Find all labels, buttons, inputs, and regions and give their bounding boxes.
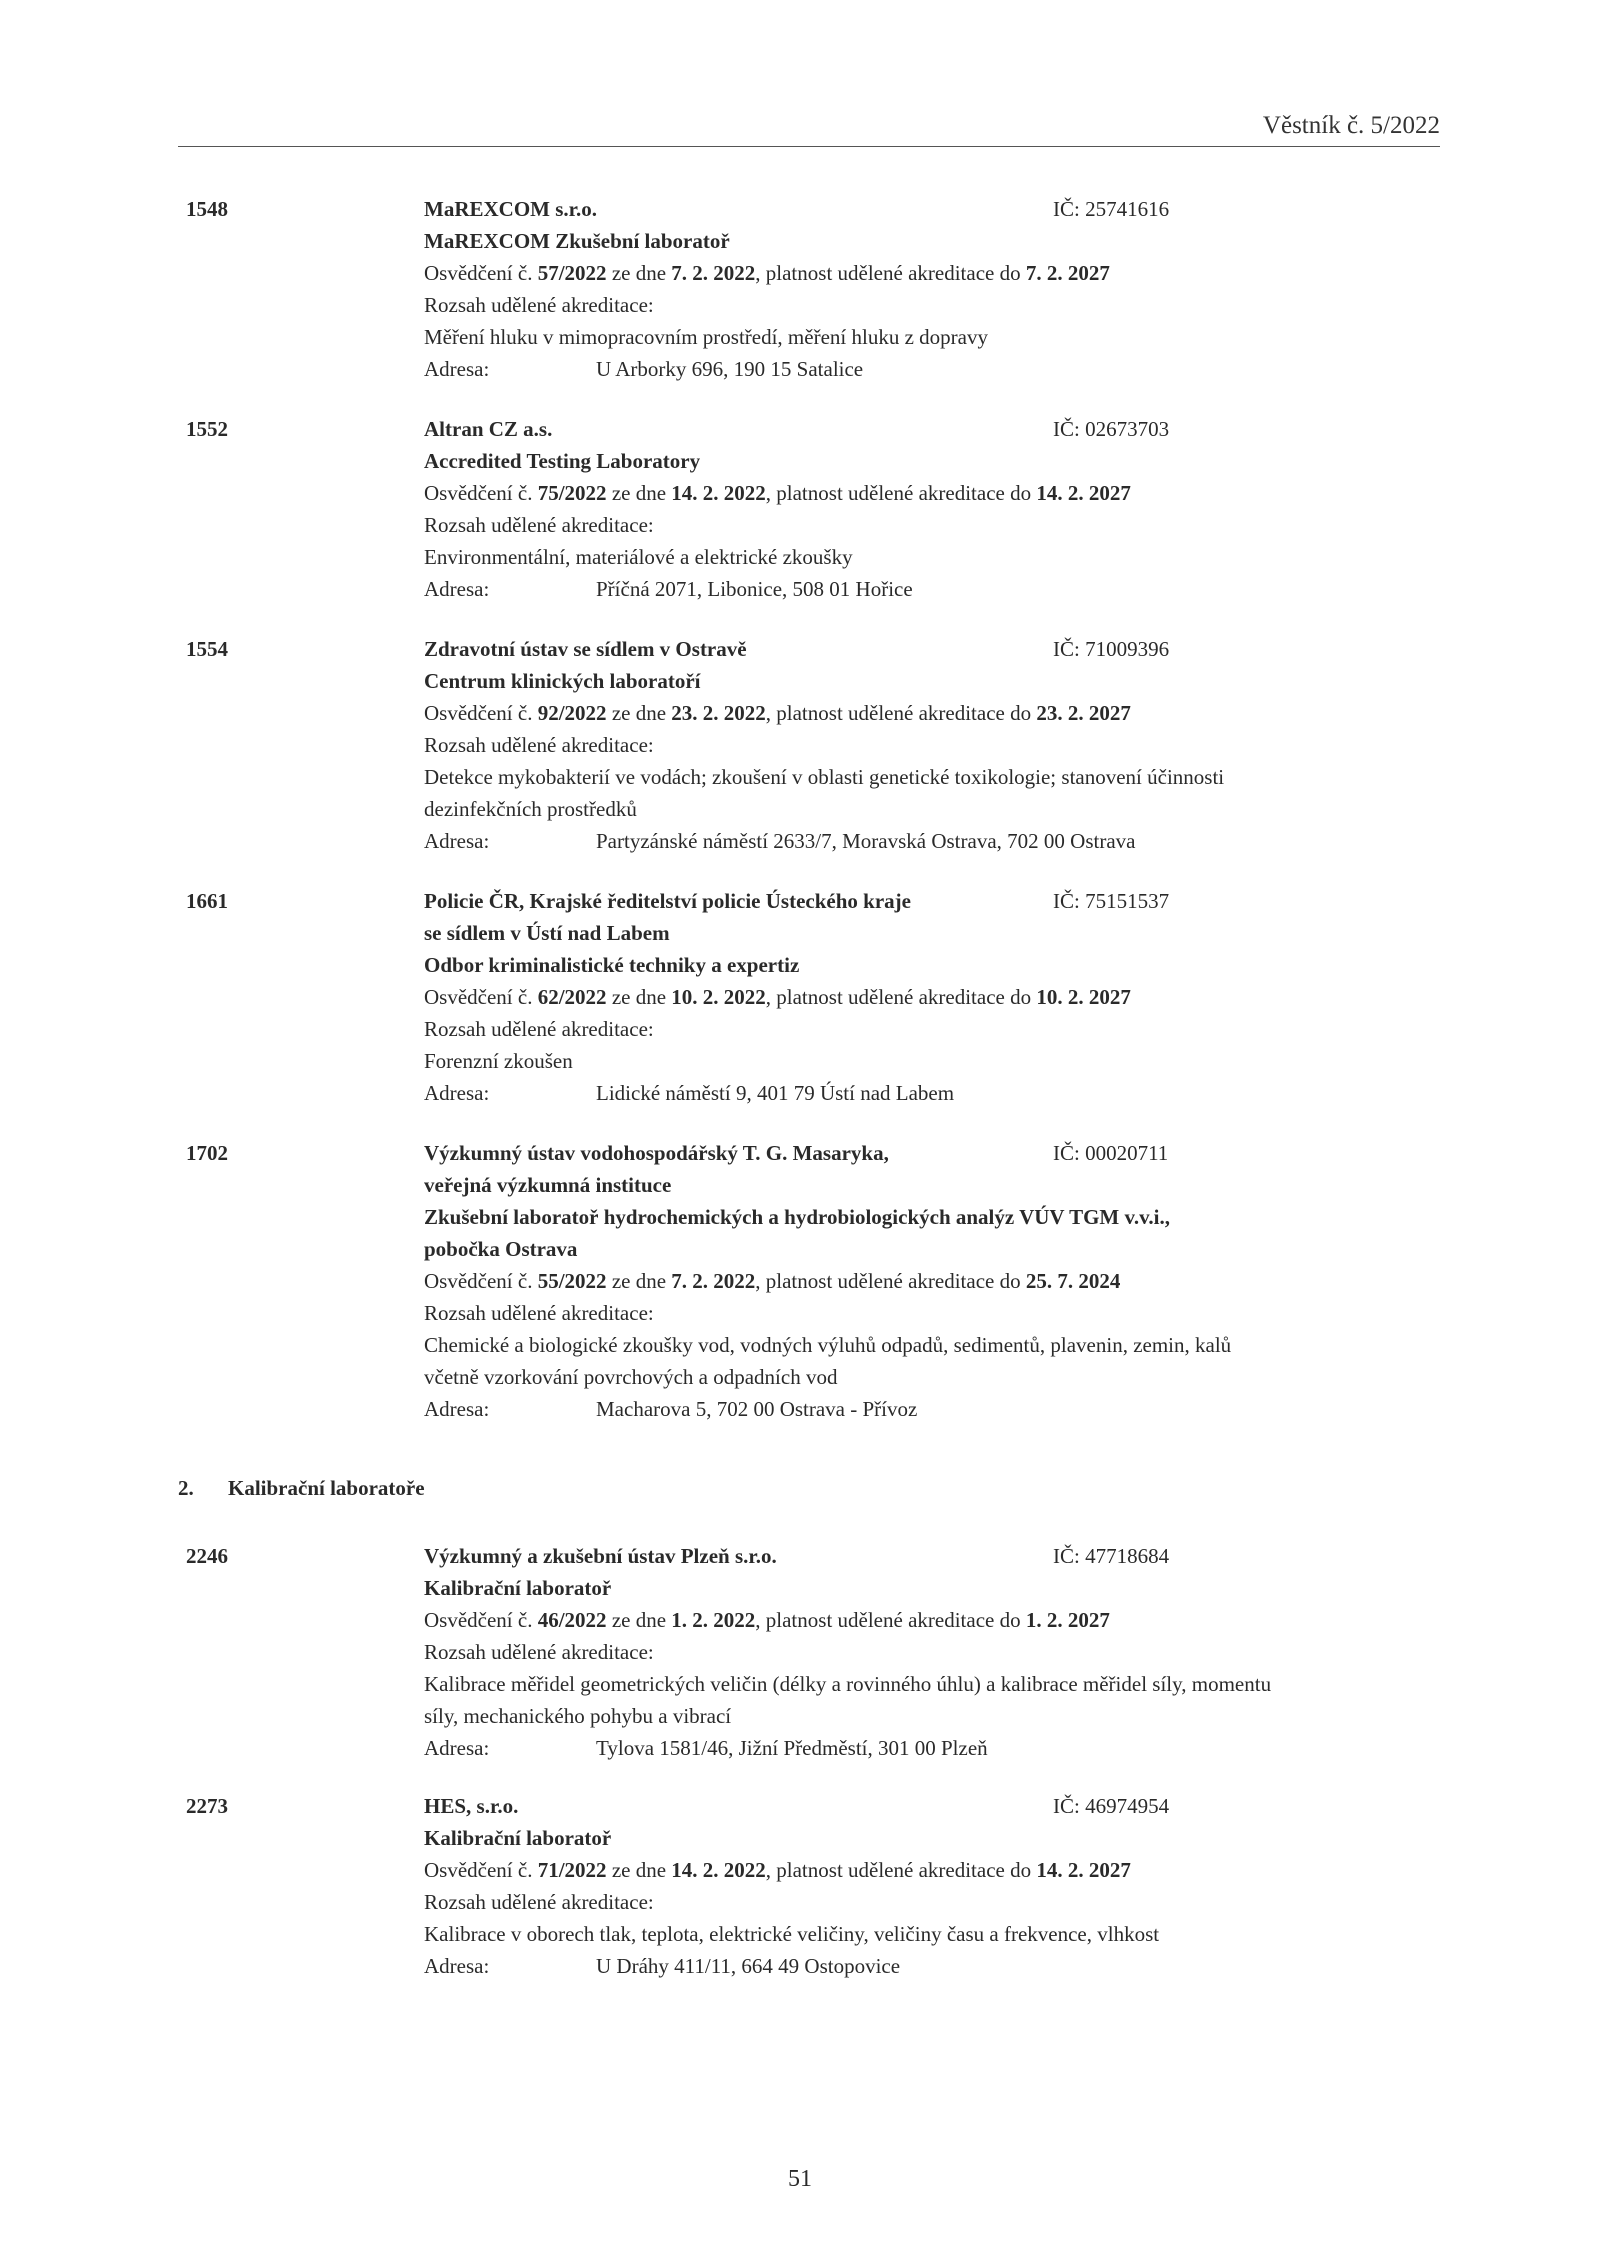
address-label: Adresa: — [424, 1397, 490, 1421]
valid-prefix: , platnost udělené akreditace do — [765, 1858, 1032, 1882]
valid-until: 10. 2. 2027 — [1036, 985, 1131, 1009]
certificate-line — [424, 1604, 1440, 1636]
valid-until: 1. 2. 2027 — [1025, 1608, 1110, 1632]
organization-name: veřejná výzkumná instituce — [424, 1173, 672, 1197]
address-value: Partyzánské náměstí 2633/7, Moravská Ostrava, 702 00 Ostrava — [596, 829, 1136, 853]
date-prefix: ze dne — [611, 261, 667, 285]
address-line — [424, 1393, 1440, 1425]
address-value: U Arborky 696, 190 15 Satalice — [596, 357, 864, 381]
certificate-line — [424, 697, 1440, 729]
entry-number: 1554 — [186, 637, 228, 661]
laboratory-name: Centrum klinických laboratoří — [424, 669, 701, 693]
ico-number: IČ: 25741616 — [1053, 197, 1170, 221]
scope-label: Rozsah udělené akreditace: — [424, 1301, 654, 1325]
valid-until: 23. 2. 2027 — [1036, 701, 1131, 725]
laboratory-name: Kalibrační laboratoř — [424, 1826, 612, 1850]
organization-name: Výzkumný a zkušební ústav Plzeň s.r.o. — [424, 1544, 777, 1568]
certificate-date: 7. 2. 2022 — [671, 261, 756, 285]
certificate-number: 55/2022 — [537, 1269, 607, 1293]
ico-number: IČ: 47718684 — [1053, 1544, 1170, 1568]
certificate-line — [424, 1854, 1440, 1886]
cert-prefix: Osvědčení č. — [424, 1858, 533, 1882]
certificate-line — [424, 1265, 1440, 1297]
address-line — [424, 1732, 1440, 1764]
certificate-number: 57/2022 — [537, 261, 607, 285]
laboratory-name: Odbor kriminalistické techniky a expertiz — [424, 953, 800, 977]
scope-label: Rozsah udělené akreditace: — [424, 1640, 654, 1664]
certificate-date: 1. 2. 2022 — [671, 1608, 756, 1632]
scope-text: Environmentální, materiálové a elektrické zkoušky — [424, 545, 853, 569]
scope-text: Kalibrace v oborech tlak, teplota, elektrické veličiny, veličiny času a frekvence, vlhkost — [424, 1922, 1160, 1946]
organization-name: se sídlem v Ústí nad Labem — [424, 921, 670, 945]
entry-number: 2273 — [186, 1794, 228, 1818]
section-number: 2. — [178, 1476, 194, 1500]
certificate-date: 7. 2. 2022 — [671, 1269, 756, 1293]
entry-number: 2246 — [186, 1544, 228, 1568]
date-prefix: ze dne — [611, 1608, 667, 1632]
cert-prefix: Osvědčení č. — [424, 701, 533, 725]
organization-name: HES, s.r.o. — [424, 1794, 519, 1818]
address-value: Tylova 1581/46, Jižní Předměstí, 301 00 Plzeň — [596, 1736, 988, 1760]
certificate-line — [424, 981, 1440, 1013]
entry-body — [424, 633, 1440, 857]
valid-prefix: , platnost udělené akreditace do — [755, 261, 1021, 285]
entry-number: 1702 — [186, 1141, 228, 1165]
address-value: Lidické náměstí 9, 401 79 Ústí nad Labem — [596, 1081, 955, 1105]
date-prefix: ze dne — [611, 1858, 667, 1882]
scope-text: Detekce mykobakterií ve vodách; zkoušení v oblasti genetické toxikologie; stanovení účinnosti — [424, 765, 1225, 789]
address-label: Adresa: — [424, 577, 490, 601]
certificate-number: 92/2022 — [537, 701, 607, 725]
entry-body — [424, 193, 1440, 385]
valid-prefix: , platnost udělené akreditace do — [765, 985, 1032, 1009]
address-line — [424, 1077, 1440, 1109]
certificate-number: 62/2022 — [537, 985, 607, 1009]
ico-number: IČ: 71009396 — [1053, 637, 1170, 661]
page-header — [178, 112, 1440, 147]
ico-number: IČ: 00020711 — [1053, 1141, 1169, 1165]
date-prefix: ze dne — [611, 701, 667, 725]
scope-text: Měření hluku v mimopracovním prostředí, měření hluku z dopravy — [424, 325, 988, 349]
ico-number: IČ: 75151537 — [1053, 889, 1170, 913]
valid-until: 7. 2. 2027 — [1025, 261, 1110, 285]
ico-number: IČ: 46974954 — [1053, 1794, 1170, 1818]
entry-body — [424, 413, 1440, 605]
entry-body — [424, 1540, 1440, 1764]
address-value: U Dráhy 411/11, 664 49 Ostopovice — [596, 1954, 901, 1978]
cert-prefix: Osvědčení č. — [424, 985, 533, 1009]
address-label: Adresa: — [424, 1954, 490, 1978]
certificate-number: 46/2022 — [537, 1608, 607, 1632]
address-line — [424, 1950, 1440, 1982]
laboratory-name: pobočka Ostrava — [424, 1237, 578, 1261]
valid-until: 14. 2. 2027 — [1036, 481, 1131, 505]
address-line — [424, 825, 1440, 857]
date-prefix: ze dne — [611, 1269, 667, 1293]
scope-label: Rozsah udělené akreditace: — [424, 1017, 654, 1041]
section-title: Kalibrační laboratoře — [228, 1476, 425, 1500]
certificate-date: 14. 2. 2022 — [671, 1858, 766, 1882]
cert-prefix: Osvědčení č. — [424, 1269, 533, 1293]
scope-label: Rozsah udělené akreditace: — [424, 733, 654, 757]
section-heading — [178, 1476, 425, 1501]
ico-number: IČ: 02673703 — [1053, 417, 1170, 441]
entry-number: 1552 — [186, 417, 228, 441]
valid-prefix: , platnost udělené akreditace do — [755, 1269, 1021, 1293]
organization-name: Zdravotní ústav se sídlem v Ostravě — [424, 637, 747, 661]
cert-prefix: Osvědčení č. — [424, 1608, 533, 1632]
address-label: Adresa: — [424, 1736, 490, 1760]
address-value: Příčná 2071, Libonice, 508 01 Hořice — [596, 577, 913, 601]
address-line — [424, 353, 1440, 385]
laboratory-name: MaREXCOM Zkušební laboratoř — [424, 229, 730, 253]
organization-name: Altran CZ a.s. — [424, 417, 553, 441]
scope-text: Chemické a biologické zkoušky vod, vodných výluhů odpadů, sedimentů, plavenin, zemin, kalů — [424, 1333, 1232, 1357]
scope-text: dezinfekčních prostředků — [424, 797, 637, 821]
certificate-date: 10. 2. 2022 — [671, 985, 766, 1009]
valid-prefix: , platnost udělené akreditace do — [755, 1608, 1021, 1632]
scope-label: Rozsah udělené akreditace: — [424, 293, 654, 317]
page-number: 51 — [788, 2166, 812, 2192]
organization-name: MaREXCOM s.r.o. — [424, 197, 598, 221]
valid-prefix: , platnost udělené akreditace do — [765, 481, 1032, 505]
entry-number: 1548 — [186, 197, 228, 221]
certificate-line — [424, 477, 1440, 509]
date-prefix: ze dne — [611, 481, 667, 505]
scope-text: včetně vzorkování povrchových a odpadních vod — [424, 1365, 838, 1389]
date-prefix: ze dne — [611, 985, 667, 1009]
scope-text: Forenzní zkoušen — [424, 1049, 573, 1073]
organization-name: Výzkumný ústav vodohospodářský T. G. Masaryka, — [424, 1141, 889, 1165]
valid-until: 14. 2. 2027 — [1036, 1858, 1131, 1882]
certificate-number: 75/2022 — [537, 481, 607, 505]
entry-body — [424, 1790, 1440, 1982]
journal-title: Věstník č. 5/2022 — [1262, 112, 1440, 139]
scope-label: Rozsah udělené akreditace: — [424, 1890, 654, 1914]
valid-prefix: , platnost udělené akreditace do — [765, 701, 1032, 725]
address-value: Macharova 5, 702 00 Ostrava - Přívoz — [596, 1397, 918, 1421]
scope-text: síly, mechanického pohybu a vibrací — [424, 1704, 732, 1728]
certificate-number: 71/2022 — [537, 1858, 607, 1882]
certificate-date: 23. 2. 2022 — [671, 701, 766, 725]
laboratory-name: Accredited Testing Laboratory — [424, 449, 701, 473]
cert-prefix: Osvědčení č. — [424, 261, 533, 285]
entry-number: 1661 — [186, 889, 228, 913]
organization-name: Policie ČR, Krajské ředitelství policie Ústeckého kraje — [424, 889, 911, 913]
address-label: Adresa: — [424, 829, 490, 853]
address-line — [424, 573, 1440, 605]
scope-text: Kalibrace měřidel geometrických veličin (délky a rovinného úhlu) a kalibrace měřidel síly, momentu — [424, 1672, 1272, 1696]
scope-label: Rozsah udělené akreditace: — [424, 513, 654, 537]
certificate-date: 14. 2. 2022 — [671, 481, 766, 505]
cert-prefix: Osvědčení č. — [424, 481, 533, 505]
certificate-line — [424, 257, 1440, 289]
address-label: Adresa: — [424, 357, 490, 381]
address-label: Adresa: — [424, 1081, 490, 1105]
entry-body — [424, 885, 1440, 1109]
valid-until: 25. 7. 2024 — [1025, 1269, 1121, 1293]
laboratory-name: Zkušební laboratoř hydrochemických a hydrobiologických analýz VÚV TGM v.v.i., — [424, 1205, 1171, 1229]
entry-body — [424, 1137, 1440, 1425]
laboratory-name: Kalibrační laboratoř — [424, 1576, 612, 1600]
